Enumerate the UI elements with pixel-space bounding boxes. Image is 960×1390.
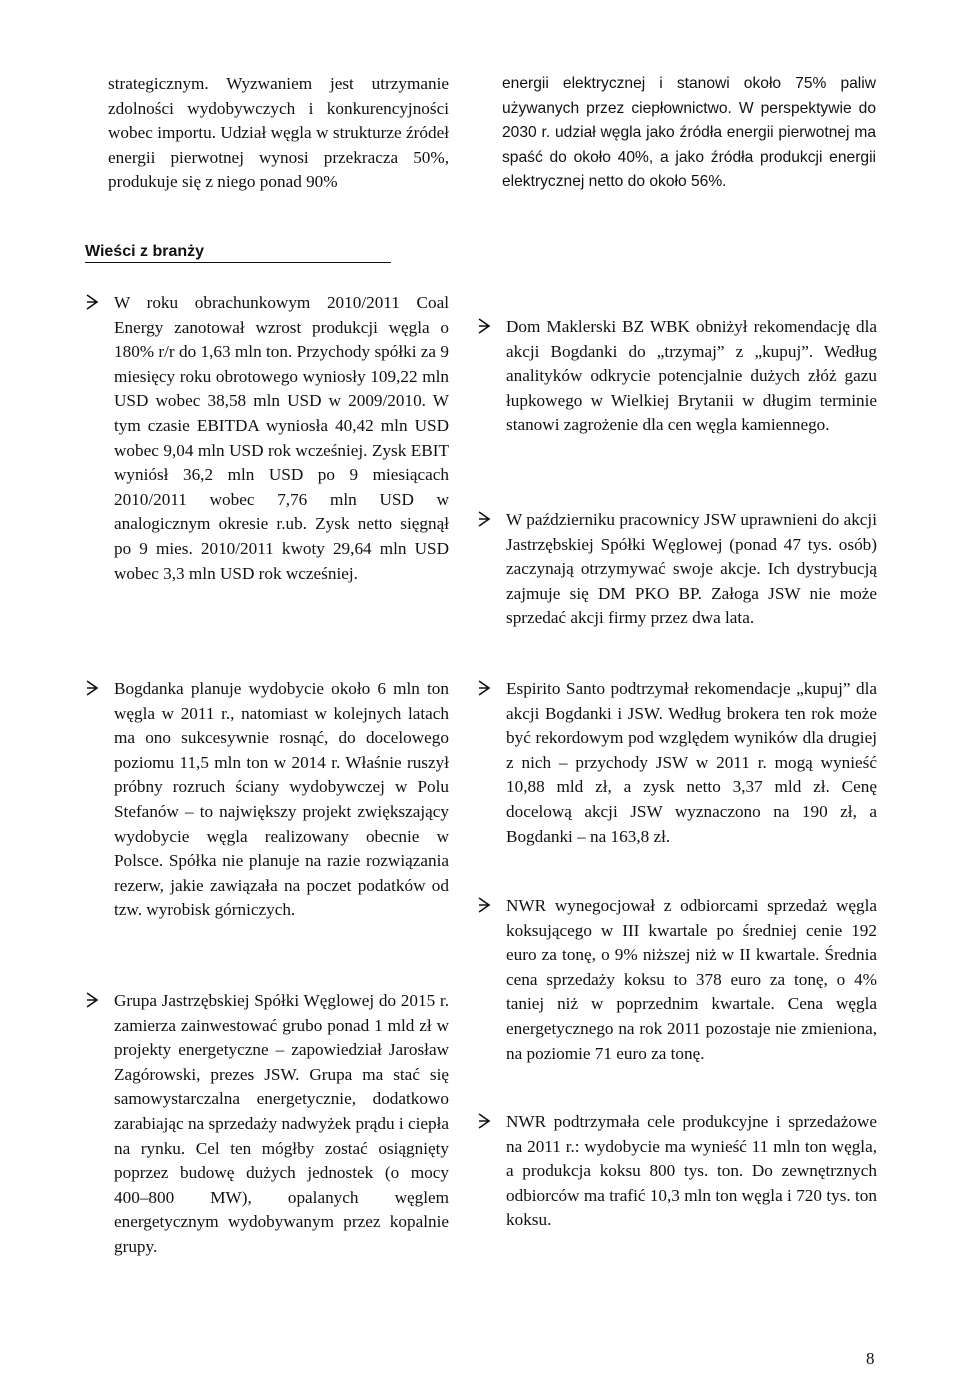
arrow-bullet-icon <box>477 510 491 528</box>
section-heading: Wieści z branży <box>85 243 391 263</box>
news-item <box>477 677 877 849</box>
arrow-bullet-icon <box>477 1112 491 1130</box>
news-item <box>85 989 449 1260</box>
arrow-bullet-icon <box>85 991 99 1009</box>
news-item <box>477 508 877 631</box>
news-item-text: Dom Maklerski BZ WBK obniżył rekomendację dla akcji Bogdanki do „trzymaj” z „kupuj”. Według analityków odkrycie potencjalnie dużych złóż gazu łupkowego w Wielkiej Brytanii w długim terminie stanowi zagrożenie dla cen węgla kamiennego. <box>506 317 877 435</box>
news-item-text: Espirito Santo podtrzymał rekomendacje „kupuj” dla akcji Bogdanki i JSW. Według brokera ten rok może być rekordowym pod względem wyników dla drugiej z nich – przychody JSW w 2011 r. mogą wynieść 10,88 mld zł, a zysk netto 3,37 mld zł. Cenę docelową akcji JSW wyznaczono na 190 zł, a Bogdanki – na 163,8 zł. <box>506 679 877 846</box>
news-item <box>477 1110 877 1233</box>
news-item-text: W październiku pracownicy JSW uprawnieni do akcji Jastrzębskiej Spółki Węglowej (ponad 47 tys. osób) zaczynają otrzymywać swoje akcje. Ich dystrybucją zajmuje się DM PKO BP. Załoga JSW nie może sprzedać akcji firmy przez dwa lata. <box>506 510 877 628</box>
page-number: 8 <box>866 1349 875 1368</box>
news-item <box>477 894 877 1066</box>
news-item-text: NWR podtrzymała cele produkcyjne i sprzedażowe na 2011 r.: wydobycie ma wynieść 11 mln ton węgla, a produkcja koksu 800 tys. ton. Do zewnętrznych odbiorców ma trafić 10,3 mln ton węgla i 720 tys. ton koksu. <box>506 1112 877 1230</box>
news-item-text: W roku obrachunkowym 2010/2011 Coal Energy zanotował wzrost produkcji węgla o 180% r/r do 1,63 mln ton. Przychody spółki za 9 miesięcy roku obrotowego wyniosły 109,22 mln USD wobec 38,58 mln USD w 2009/2010. W tym czasie EBITDA wyniosła 40,42 mln USD wobec 9,04 mln USD rok wcześniej. Zysk EBIT wyniósł 36,2 mln USD po 9 miesiącach 2010/2011 wobec 7,76 mln USD w analogicznym okresie r.ub. Zysk netto sięgnął po 9 mies. 2010/2011 kwoty 29,64 mln USD wobec 3,3 mln USD rok wcześniej. <box>114 293 449 583</box>
intro-left-paragraph: strategicznym. Wyzwaniem jest utrzymanie zdolności wydobywczych i konkurencyjności wobec importu. Udział węgla w strukturze źródeł energii pierwotnej wynosi przekracza 50%, produkuje się z niego ponad 90% <box>108 74 449 192</box>
arrow-bullet-icon <box>477 896 491 914</box>
news-item <box>85 291 449 586</box>
news-item-text: NWR wynegocjował z odbiorcami sprzedaż węgla koksującego w III kwartale po średniej cenie 192 euro za tonę, o 9% niższej niż w II kwartale. Średnia cena sprzedaży koksu to 378 euro za tonę, o 4% taniej niż w poprzednim kwartale. Cena węgla energetycznego na rok 2011 pozostaje nie zmieniona, na poziomie 71 euro za tonę. <box>506 896 877 1063</box>
news-item-text: Bogdanka planuje wydobycie około 6 mln ton węgla w 2011 r., natomiast w kolejnych latach ma ono sukcesywnie rosnąć, do docelowego poziomu 11,5 mln ton w 2014 r. Właśnie ruszył próbny rozruch ściany wydobywczej w Polu Stefanów – to największy projekt zwiększający wydobycie węgla realizowany obecnie w Polsce. Spółka nie planuje na razie rozwiązania rezerw, jakie zawiązała na poczet podatków od tzw. wyrobisk górniczych. <box>114 679 449 920</box>
arrow-bullet-icon <box>477 679 491 697</box>
intro-right-paragraph: energii elektrycznej i stanowi około 75% paliw używanych przez ciepłownictwo. W perspektywie do 2030 r. udział węgla jako źródła energii pierwotnej ma spaść do około 40%, a jako źródła produkcji energii elektrycznej netto do około 56%. <box>502 75 876 191</box>
arrow-bullet-icon <box>85 293 99 311</box>
arrow-bullet-icon <box>85 679 99 697</box>
news-item <box>477 315 877 438</box>
news-item <box>85 677 449 923</box>
arrow-bullet-icon <box>477 317 491 335</box>
news-item-text: Grupa Jastrzębskiej Spółki Węglowej do 2015 r. zamierza zainwestować grubo ponad 1 mld zł w projekty energetyczne – zapowiedział Jarosław Zagórowski, prezes JSW. Grupa ma stać się samowystarczalna energetycznie, dodatkowo zarabiając na sprzedaży nadwyżek prądu i ciepła na rynku. Cel ten mógłby zostać osiągnięty poprzez budowę dużych jednostek (o mocy 400–800 MW), opalanych węglem energetycznym wydobywanym przez kopalnie grupy. <box>114 991 449 1256</box>
